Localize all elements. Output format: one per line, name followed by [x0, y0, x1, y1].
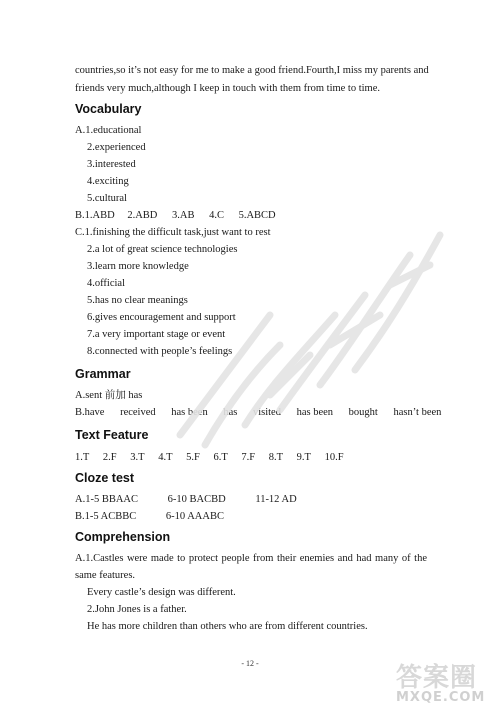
corner-logo-url: MXQE.COM [396, 690, 486, 705]
cloze-b-1: B.1-5 ACBBC [75, 511, 137, 522]
tf-1: 1.T [75, 452, 90, 463]
grammar-b-row [75, 406, 441, 419]
vocab-a-2: 2.experienced [87, 142, 146, 153]
grammar-b-6: has been [296, 407, 334, 418]
vocab-c-7: 7.a very important stage or event [87, 329, 226, 340]
tf-7: 7.F [241, 452, 256, 463]
tf-4: 4.T [158, 452, 173, 463]
tf-2: 2.F [102, 452, 117, 463]
comprehension-heading: Comprehension [75, 530, 171, 544]
tf-9: 9.T [296, 452, 311, 463]
vocab-c-1: C.1.finishing the difficult task,just want to rest [75, 227, 271, 238]
grammar-b-3: has been [171, 407, 208, 418]
grammar-b-7: bought [348, 407, 378, 418]
vocab-b-2: 2.ABD [127, 210, 158, 221]
corner-watermark-logo [396, 657, 496, 703]
grammar-b-5: visited [252, 407, 281, 418]
vocab-b-3: 3.AB [171, 210, 195, 221]
vocab-c-4: 4.official [87, 278, 126, 289]
tf-10: 10.F [324, 452, 344, 463]
vocab-c-8: 8.connected with people’s feelings [87, 346, 233, 357]
vocab-c-3: 3.learn more knowledge [87, 261, 189, 272]
grammar-b-2: received [120, 407, 156, 418]
tf-8: 8.T [268, 452, 284, 463]
grammar-b-8: hasn’t been [393, 407, 442, 418]
cloze-a-3: 11-12 AD [255, 494, 297, 505]
text-feature-heading: Text Feature [75, 428, 149, 442]
vocabulary-heading: Vocabulary [75, 102, 142, 116]
vocab-b-1: B.1.ABD [75, 210, 115, 221]
vocab-a-5: 5.cultural [87, 193, 127, 204]
vocab-b-5: 5.ABCD [238, 210, 276, 221]
grammar-heading: Grammar [75, 367, 131, 381]
vocab-a-3: 3.interested [87, 159, 136, 170]
vocab-c-5: 5.has no clear meanings [87, 295, 188, 306]
vocab-a-4: 4.exciting [87, 176, 129, 187]
intro-line-2: friends very much,although I keep in touch with them from time to time. [75, 83, 381, 94]
cloze-heading: Cloze test [75, 471, 135, 485]
tf-6: 6.T [213, 452, 228, 463]
cloze-a-1: A.1-5 BBAAC [75, 494, 139, 505]
cloze-b-row [75, 510, 224, 523]
cloze-b-2: 6-10 AAABC [165, 511, 224, 522]
vocab-a-1: A.1.educational [75, 125, 142, 136]
grammar-b-1: B.have [75, 407, 105, 418]
text-feature-row [75, 451, 344, 464]
vocab-b-row [75, 209, 276, 222]
intro-line-1: countries,so it’s not easy for me to make a good friend.Fourth,I miss my parents and [75, 65, 429, 76]
comp-a1-line-3: Every castle’s design was different. [87, 587, 236, 598]
comp-a1-line-1: A.1.Castles were made to protect people from their enemies and had many of the [75, 553, 427, 564]
grammar-b-4: has [223, 407, 238, 418]
tf-5: 5.F [186, 452, 200, 463]
page-number: - 12 - [241, 659, 259, 668]
cloze-a-2: 6-10 BACBD [167, 494, 226, 505]
cloze-a-row [75, 493, 297, 506]
comp-a2-line-1: 2.John Jones is a father. [87, 604, 187, 615]
tf-3: 3.T [130, 452, 145, 463]
grammar-a: A.sent 前加 has [75, 390, 143, 401]
comp-a2-line-2: He has more children than others who are from different countries. [87, 621, 368, 632]
comp-a1-line-2: same features. [75, 570, 136, 581]
vocab-c-6: 6.gives encouragement and support [87, 312, 236, 323]
vocab-c-2: 2.a lot of great science technologies [87, 244, 238, 255]
corner-logo-mark: 答案圈 [396, 663, 478, 693]
vocab-b-4: 4.C [209, 210, 224, 221]
